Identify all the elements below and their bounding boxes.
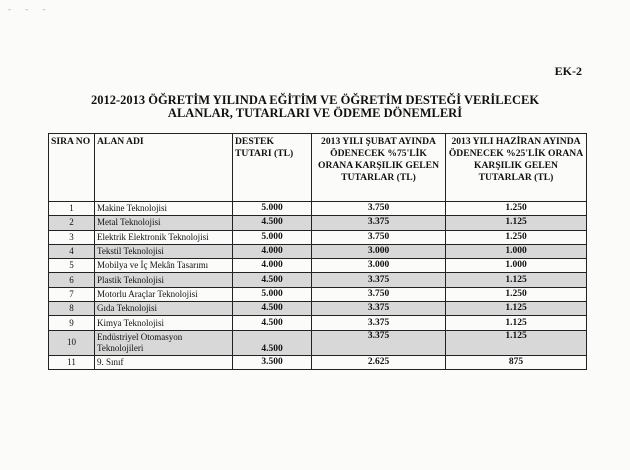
- row-destek: 4.500: [233, 216, 312, 230]
- table-row: [49, 330, 587, 355]
- row-alan: Gıda Teknolojisi: [95, 302, 233, 316]
- row-destek: 5.000: [233, 202, 312, 216]
- title-line-2: ALANLAR, TUTARLARI VE ÖDEME DÖNEMLERİ: [167, 106, 463, 120]
- row-alan: Mobilya ve İç Mekân Tasarımı: [95, 259, 233, 273]
- row-haziran: 1.250: [446, 202, 587, 216]
- row-destek: 5.000: [233, 287, 312, 301]
- row-alan: Makine Teknolojisi: [95, 202, 233, 216]
- row-haziran: 1.125: [446, 273, 587, 287]
- row-subat: 3.375: [312, 273, 446, 287]
- row-alan: Elektrik Elektronik Teknolojisi: [95, 230, 233, 244]
- row-alan: Metal Teknolojisi: [95, 216, 233, 230]
- header-subat: 2013 YILI ŞUBAT AYINDA ÖDENECEK %75'LİK ORANA KARŞILIK GELEN TUTARLAR (TL): [312, 134, 446, 202]
- table-row: [49, 316, 587, 330]
- row-alan: Motorlu Araçlar Teknolojisi: [95, 287, 233, 301]
- row-subat: 3.000: [312, 244, 446, 258]
- table-row: [49, 202, 587, 216]
- row-alan: 9. Sınıf: [95, 355, 233, 369]
- row-subat: 3.750: [312, 230, 446, 244]
- row-haziran: 1.250: [446, 230, 587, 244]
- table-header-row: [49, 134, 587, 202]
- scan-corner-marks: - - -: [8, 4, 52, 14]
- row-haziran: 1.000: [446, 259, 587, 273]
- table-row: [49, 230, 587, 244]
- row-no: 6: [49, 273, 95, 287]
- table-row: [49, 216, 587, 230]
- row-destek: 3.500: [233, 355, 312, 369]
- header-sira-no: SIRA NO: [49, 134, 95, 202]
- row-subat: 3.750: [312, 202, 446, 216]
- row-destek: 4.500: [233, 330, 312, 355]
- row-destek: 4.000: [233, 259, 312, 273]
- row-destek: 4.500: [233, 302, 312, 316]
- header-alan-adi: ALAN ADI: [95, 134, 233, 202]
- table-row: [49, 302, 587, 316]
- row-no: 11: [49, 355, 95, 369]
- support-amounts-table: [48, 133, 587, 370]
- table-row: [49, 259, 587, 273]
- row-subat: 2.625: [312, 355, 446, 369]
- row-haziran: 1.000: [446, 244, 587, 258]
- row-alan-line-2: Teknolojileri: [97, 342, 144, 353]
- row-alan-line-1: Endüstriyel Otomasyon: [97, 331, 183, 342]
- table-row: [49, 355, 587, 369]
- row-alan: [95, 330, 233, 355]
- document-title: [40, 94, 590, 120]
- row-destek: 4.000: [233, 244, 312, 258]
- table-row: [49, 273, 587, 287]
- row-no: 7: [49, 287, 95, 301]
- row-destek: 4.500: [233, 316, 312, 330]
- row-haziran: 1.125: [446, 302, 587, 316]
- row-subat: 3.375: [312, 216, 446, 230]
- row-no: 3: [49, 230, 95, 244]
- row-alan: Tekstil Teknolojisi: [95, 244, 233, 258]
- row-no: 4: [49, 244, 95, 258]
- header-destek-tutari: DESTEK TUTARI (TL): [233, 134, 312, 202]
- row-subat: 3.375: [312, 330, 446, 355]
- row-destek: 5.000: [233, 230, 312, 244]
- row-alan: Kimya Teknolojisi: [95, 316, 233, 330]
- document-code: EK-2: [554, 64, 582, 78]
- row-haziran: 875: [446, 355, 587, 369]
- row-haziran: 1.250: [446, 287, 587, 301]
- row-alan: Plastik Teknolojisi: [95, 273, 233, 287]
- row-subat: 3.375: [312, 316, 446, 330]
- row-subat: 3.000: [312, 259, 446, 273]
- row-no: 8: [49, 302, 95, 316]
- row-haziran: 1.125: [446, 316, 587, 330]
- row-no: 9: [49, 316, 95, 330]
- row-destek: 4.500: [233, 273, 312, 287]
- row-no: 2: [49, 216, 95, 230]
- row-subat: 3.375: [312, 302, 446, 316]
- table-row: [49, 287, 587, 301]
- row-haziran: 1.125: [446, 330, 587, 355]
- row-subat: 3.750: [312, 287, 446, 301]
- row-haziran: 1.125: [446, 216, 587, 230]
- row-no: 5: [49, 259, 95, 273]
- title-line-1: 2012-2013 ÖĞRETİM YILINDA EĞİTİM VE ÖĞRETİM DESTEĞİ VERİLECEK: [90, 93, 540, 107]
- row-no: 1: [49, 202, 95, 216]
- row-no: 10: [49, 330, 95, 355]
- table-row: [49, 244, 587, 258]
- header-haziran: 2013 YILI HAZİRAN AYINDA ÖDENECEK %25'LİK ORANA KARŞILIK GELEN TUTARLAR (TL): [446, 134, 587, 202]
